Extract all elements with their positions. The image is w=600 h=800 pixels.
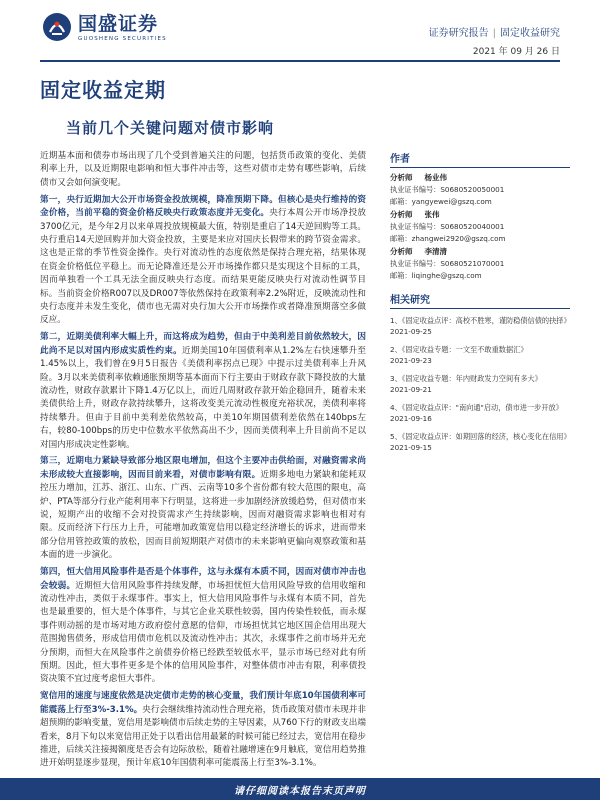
paragraph-text: 近期多地电力紧缺和能耗双控压力增加，江苏、浙江、山东、广西、云南等10多个省份都有较大范围的限电，高炉、PTA等部分行业产能利用率下行明显，这将进一步加剧经济放缓趋势，但对债市来说，短期产出的收缩不会对投资需求产生持续影响，因而对融资需求影响也相对有限。反而经济下行压力上升，可能增加政策宽信用以稳定经济增长的诉求，进而带来部分信用管控政策的放松，因而目前短期限产对债市的未来影响更偏向观察政策和基本面的进一步演化。 bbox=[40, 469, 366, 561]
header-separator: | bbox=[492, 28, 496, 39]
paragraph-text: 央行本周公开市场净投放3700亿元，是今年2月以来单周投放规模最大值，特别是重启了14天逆回购等工具。央行重启14天逆回购并加大资金投放，主要是来应对国庆长假带来的跨节资金需求。这也是正常的季节性资金操作。央行对流动性的态度依然是保持合理充裕，结果体现在资金价格低位平稳上。而无论降准还是公开市场操作都只是实现这个目标的工具，因而单独看一个工具无法全面反映央行态度。而结果更能反映央行对流动性调节目标。当前资金价格R007以及DR007等依然保持在政策利率2.2%附近，反映流动性和央行态度并未发生变化，债市也无需对央行加大公开市场操作或者降准预期落空多做反应。 bbox=[40, 208, 366, 326]
related-item[interactable] bbox=[390, 344, 570, 366]
analyst-card bbox=[390, 246, 570, 281]
report-category: 固定收益研究 bbox=[500, 28, 560, 39]
paragraph-text: 近期美国10年国债利率从1.2%左右快速攀升至1.45%以上，我们曾在9月5日报告《美债利率拐点已现》中提示过美债利率上升风险。3月以来美债利率依赖通胀预期等基本面而下行主要由于财政存款下降投放的大量流动性，财政存款累计下降1.4万亿以上，而近几周财政存款开始企稳回升，随着未来美债供给上升，财政存款持续攀升，这将改变美元流动性极度充裕状况，美债利率将持续攀升。但由于目前中美利差依然较高，中美10年期国债利差依然在140bps左右，较80-100bps的历史中位数水平依然高出不少，因而美债利率上升目前尚不足以对国内形成决定性影响。 bbox=[40, 345, 366, 450]
report-title: 当前几个关键问题对债市影响 bbox=[66, 119, 275, 137]
body-paragraph bbox=[40, 455, 366, 562]
related-date: 2021-09-15 bbox=[390, 443, 432, 452]
analyst-name: 李清清 bbox=[424, 247, 447, 256]
analyst-name: 张伟 bbox=[424, 210, 440, 219]
related-title[interactable]: 4、《固定收益点评："南向通"启动，债市进一步开放》 bbox=[390, 403, 563, 412]
analyst-role: 分析师 bbox=[390, 247, 413, 256]
analyst-cert: 执业证书编号：S0680521070001 bbox=[390, 259, 505, 268]
related-date: 2021-09-21 bbox=[390, 385, 432, 394]
body-paragraph bbox=[40, 150, 366, 190]
guosheng-logo-icon bbox=[42, 12, 72, 42]
paragraph-text: 央行会继续维持流动性合理充裕，货币政策对债市未现并非超预期的影响变量，宽信用是影响债市后续走势的主导因素，从760下行的财政支出端看来，8月下旬以来宽信用正处于以看出信用最紧的时候可能已经过去，宽信用在稳步推进，后续关注接揭额度是否会有边际放松，随着社融增速在9月触底，宽信用趋势推进开始明显逐步显现，预计年底10年国债利率可能震荡上行至3%-3.1%。 bbox=[40, 704, 366, 769]
paragraph-lead: 第一，央行近期加大公开市场资金投放规模，降准预期下降。但核心是央行维持的资金价格，当前平稳的资金价格反映央行政策态度并无变化。 bbox=[40, 194, 366, 219]
logo-text: 国盛证券 bbox=[78, 12, 159, 35]
analyst-name: 杨业伟 bbox=[424, 173, 447, 182]
related-date: 2021-09-23 bbox=[390, 356, 432, 365]
body-paragraph bbox=[40, 566, 366, 687]
related-item[interactable] bbox=[390, 402, 570, 424]
body-paragraph bbox=[40, 690, 366, 770]
logo-subtext: GUOSHENG SECURITIES bbox=[78, 35, 167, 42]
paragraph-text: 近期基本面和债券市场出现了几个受到普遍关注的问题，包括货币政策的变化、美债利率上升，以及近期限电影响和恒大事件冲击等，这些对债市走势有哪些影响，后续债市又会如何演变呢。 bbox=[40, 151, 366, 188]
analyst-role: 分析师 bbox=[390, 210, 413, 219]
analyst-cert: 执业证书编号：S0680520040001 bbox=[390, 222, 505, 231]
paragraph-text: 近期恒大信用风险事件持续发酵，市场担忧恒大信用风险导致的信用收缩和流动性冲击，类似于永煤事件。事实上，恒大信用风险事件与永煤有本质不同，首先也是最重要的，恒大是个体事件，与其它企业关联性较弱，国内传染性较低，而永煤事件则动摇的是市场对地方政府偿付意愿的信仰，市场担忧其它地区国企信用出现大范围抛售债务，形成信用债市危机以及流动性冲击；其次，永煤事件之前市场并无充分预期，而恒大在风险事件之前债券价格已经跌至较低水平，显示市场已经对此有所预期。因此，恒大事件更多是个体的信用风险事件，对整体债市冲击有限，利率债投资决策不宜过度考虑恒大事件。 bbox=[40, 580, 366, 685]
body-paragraph bbox=[40, 194, 366, 328]
analyst-card bbox=[390, 172, 570, 207]
header-divider bbox=[40, 60, 560, 62]
related-research-heading: 相关研究 bbox=[390, 291, 570, 309]
paragraph-lead: 宽信用的速度与速度依然是决定债市走势的核心变量，我们预计年底10年国债利率可能震荡上行至3%-3.1%。 bbox=[40, 691, 366, 715]
page-footer bbox=[0, 778, 600, 800]
company-logo bbox=[42, 12, 167, 42]
related-item[interactable] bbox=[390, 315, 570, 337]
related-item[interactable] bbox=[390, 373, 570, 395]
analyst-cert: 执业证书编号：S0680520050001 bbox=[390, 185, 505, 194]
disclaimer-link[interactable]: 请仔细阅读本报告末页声明 bbox=[234, 786, 366, 797]
paragraph-lead: 第四，恒大信用风险事件是否是个体事件，这与永煤有本质不同，因而对债市冲击也会较弱。 bbox=[40, 567, 366, 591]
related-title[interactable]: 3、《固定收益专题：年内财政发力空间有多大》 bbox=[390, 374, 542, 383]
analyst-role: 分析师 bbox=[390, 173, 413, 182]
section-title: 固定收益定期 bbox=[40, 78, 166, 102]
related-date: 2021-09-16 bbox=[390, 414, 432, 423]
body-paragraph bbox=[40, 331, 366, 452]
related-date: 2021-09-25 bbox=[390, 327, 432, 336]
analyst-email[interactable]: 邮箱：liqinghe@gszq.com bbox=[390, 270, 482, 280]
paragraph-lead: 第二，近期美债利率大幅上升，而这将成为趋势，但由于中美利差目前依然较大，因此尚不足以对国内形成实质性约束。 bbox=[40, 332, 366, 356]
related-item[interactable] bbox=[390, 431, 570, 453]
sidebar bbox=[390, 150, 570, 460]
related-title[interactable]: 5、《固定收益点评：如期回落的经济，核心变化在信用》 bbox=[390, 432, 571, 441]
report-date: 2021 年 09 月 26 日 bbox=[472, 47, 560, 57]
analyst-email[interactable]: 邮箱：yangyewei@gszq.com bbox=[390, 196, 492, 206]
report-type: 证券研究报告 bbox=[428, 28, 489, 39]
page-header bbox=[0, 0, 600, 62]
main-body bbox=[40, 150, 366, 771]
analyst-email[interactable]: 邮箱：zhangwei2920@gszq.com bbox=[390, 233, 506, 243]
paragraph-lead: 第三，近期电力紧缺导致部分地区限电增加，但这个主要冲击供给面，对融资需求尚未形成较大直接影响，因而目前来看，对债市影响有限。 bbox=[40, 456, 366, 480]
related-title[interactable]: 2、《固定收益专题：一文至不敢重数据汇》 bbox=[390, 345, 528, 354]
related-title[interactable]: 1、《固定收益点评：高校不胜寒，谨防稳债信债的抉择》 bbox=[390, 316, 571, 325]
report-type-line bbox=[429, 24, 560, 39]
authors-heading: 作者 bbox=[390, 150, 570, 168]
analyst-card bbox=[390, 209, 570, 244]
